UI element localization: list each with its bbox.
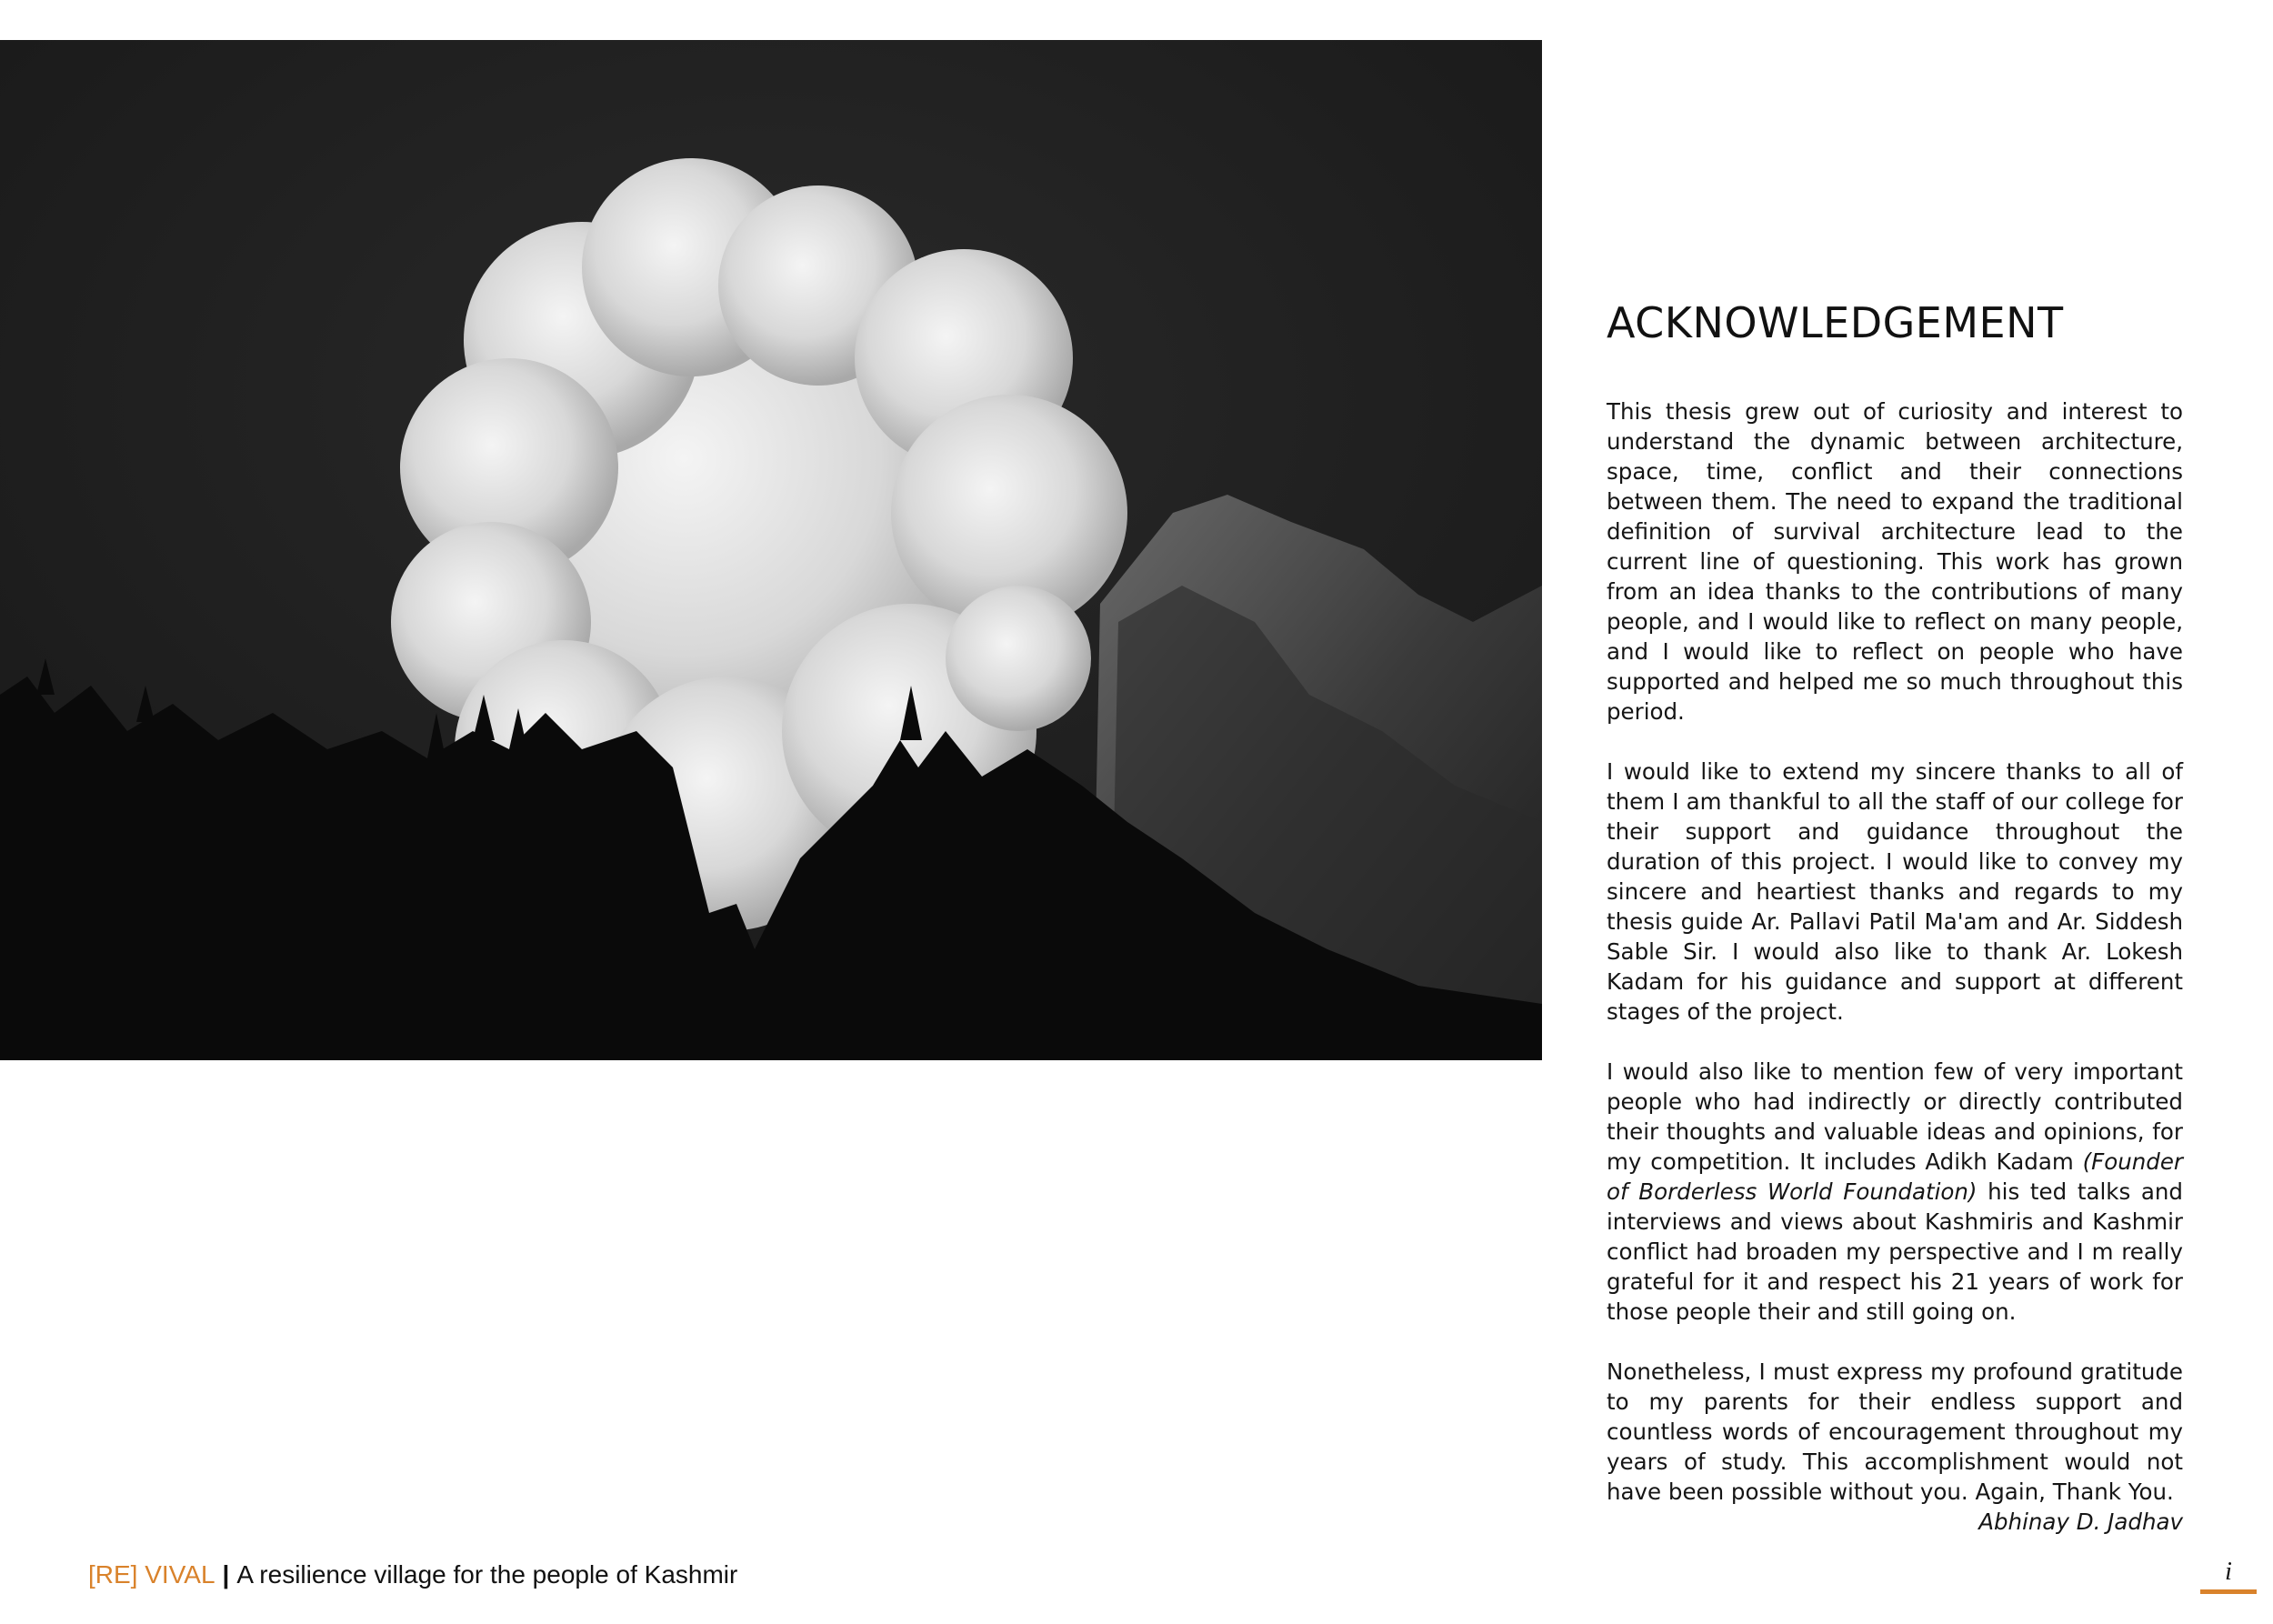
footer-separator: | <box>222 1560 230 1589</box>
page-title: ACKNOWLEDGEMENT <box>1607 298 2064 347</box>
paragraph-4: Nonetheless, I must express my profound gratitude to my parents for their endless support and countless words of encouragement throughout my years of study. This accomplishment would not have been possible without you. Again, Thank You. <box>1607 1358 2183 1505</box>
footer-brand: [RE] VIVAL <box>88 1560 215 1589</box>
acknowledgement-body <box>1607 396 2183 1537</box>
paragraph-3-start: I would also like to mention few of very important people who had indirectly or directly contributed their thoughts and valuable ideas and opinions, for my competition. It includes Adikh Kadam <box>1607 1058 2183 1175</box>
page-number: i <box>2225 1558 2232 1586</box>
author-signature: Abhinay D. Jadhav <box>1978 1509 2183 1535</box>
paragraph-1: This thesis grew out of curiosity and interest to understand the dynamic between architecture, space, time, conflict and their connections between them. The need to expand the traditional definition of survival architecture lead to the current line of questioning. This work has grown from an idea thanks to the contributions of many people, and I would like to reflect on many people, and I would like to reflect on people who have supported and helped me so much throughout this period. <box>1607 398 2183 725</box>
page-number-underline <box>2200 1589 2257 1594</box>
footer-title <box>88 1560 737 1589</box>
cloud-mountain-photo <box>0 40 1542 1060</box>
paragraph-3 <box>1607 1057 2183 1327</box>
paragraph-2: I would like to extend my sincere thanks to all of them I am thankful to all the staff of our college for their support and guidance throughout the duration of this project. I would like to convey my sincere and heartiest thanks and regards to my thesis guide Ar. Pallavi Patil Ma'am and Ar. Siddesh Sable Sir. I would also like to thank Ar. Lokesh Kadam for his guidance and support at different stages of the project. <box>1607 758 2183 1025</box>
paragraph-3-end: his ted talks and interviews and views about Kashmiris and Kashmir conflict had broaden my perspective and I m really grateful for it and respect his 21 years of work for those people their and still going on. <box>1607 1178 2183 1325</box>
footer-tagline: A resilience village for the people of Kashmir <box>236 1560 738 1589</box>
foundation-name: (Founder of Borderless World Foundation) <box>1607 1148 2183 1205</box>
